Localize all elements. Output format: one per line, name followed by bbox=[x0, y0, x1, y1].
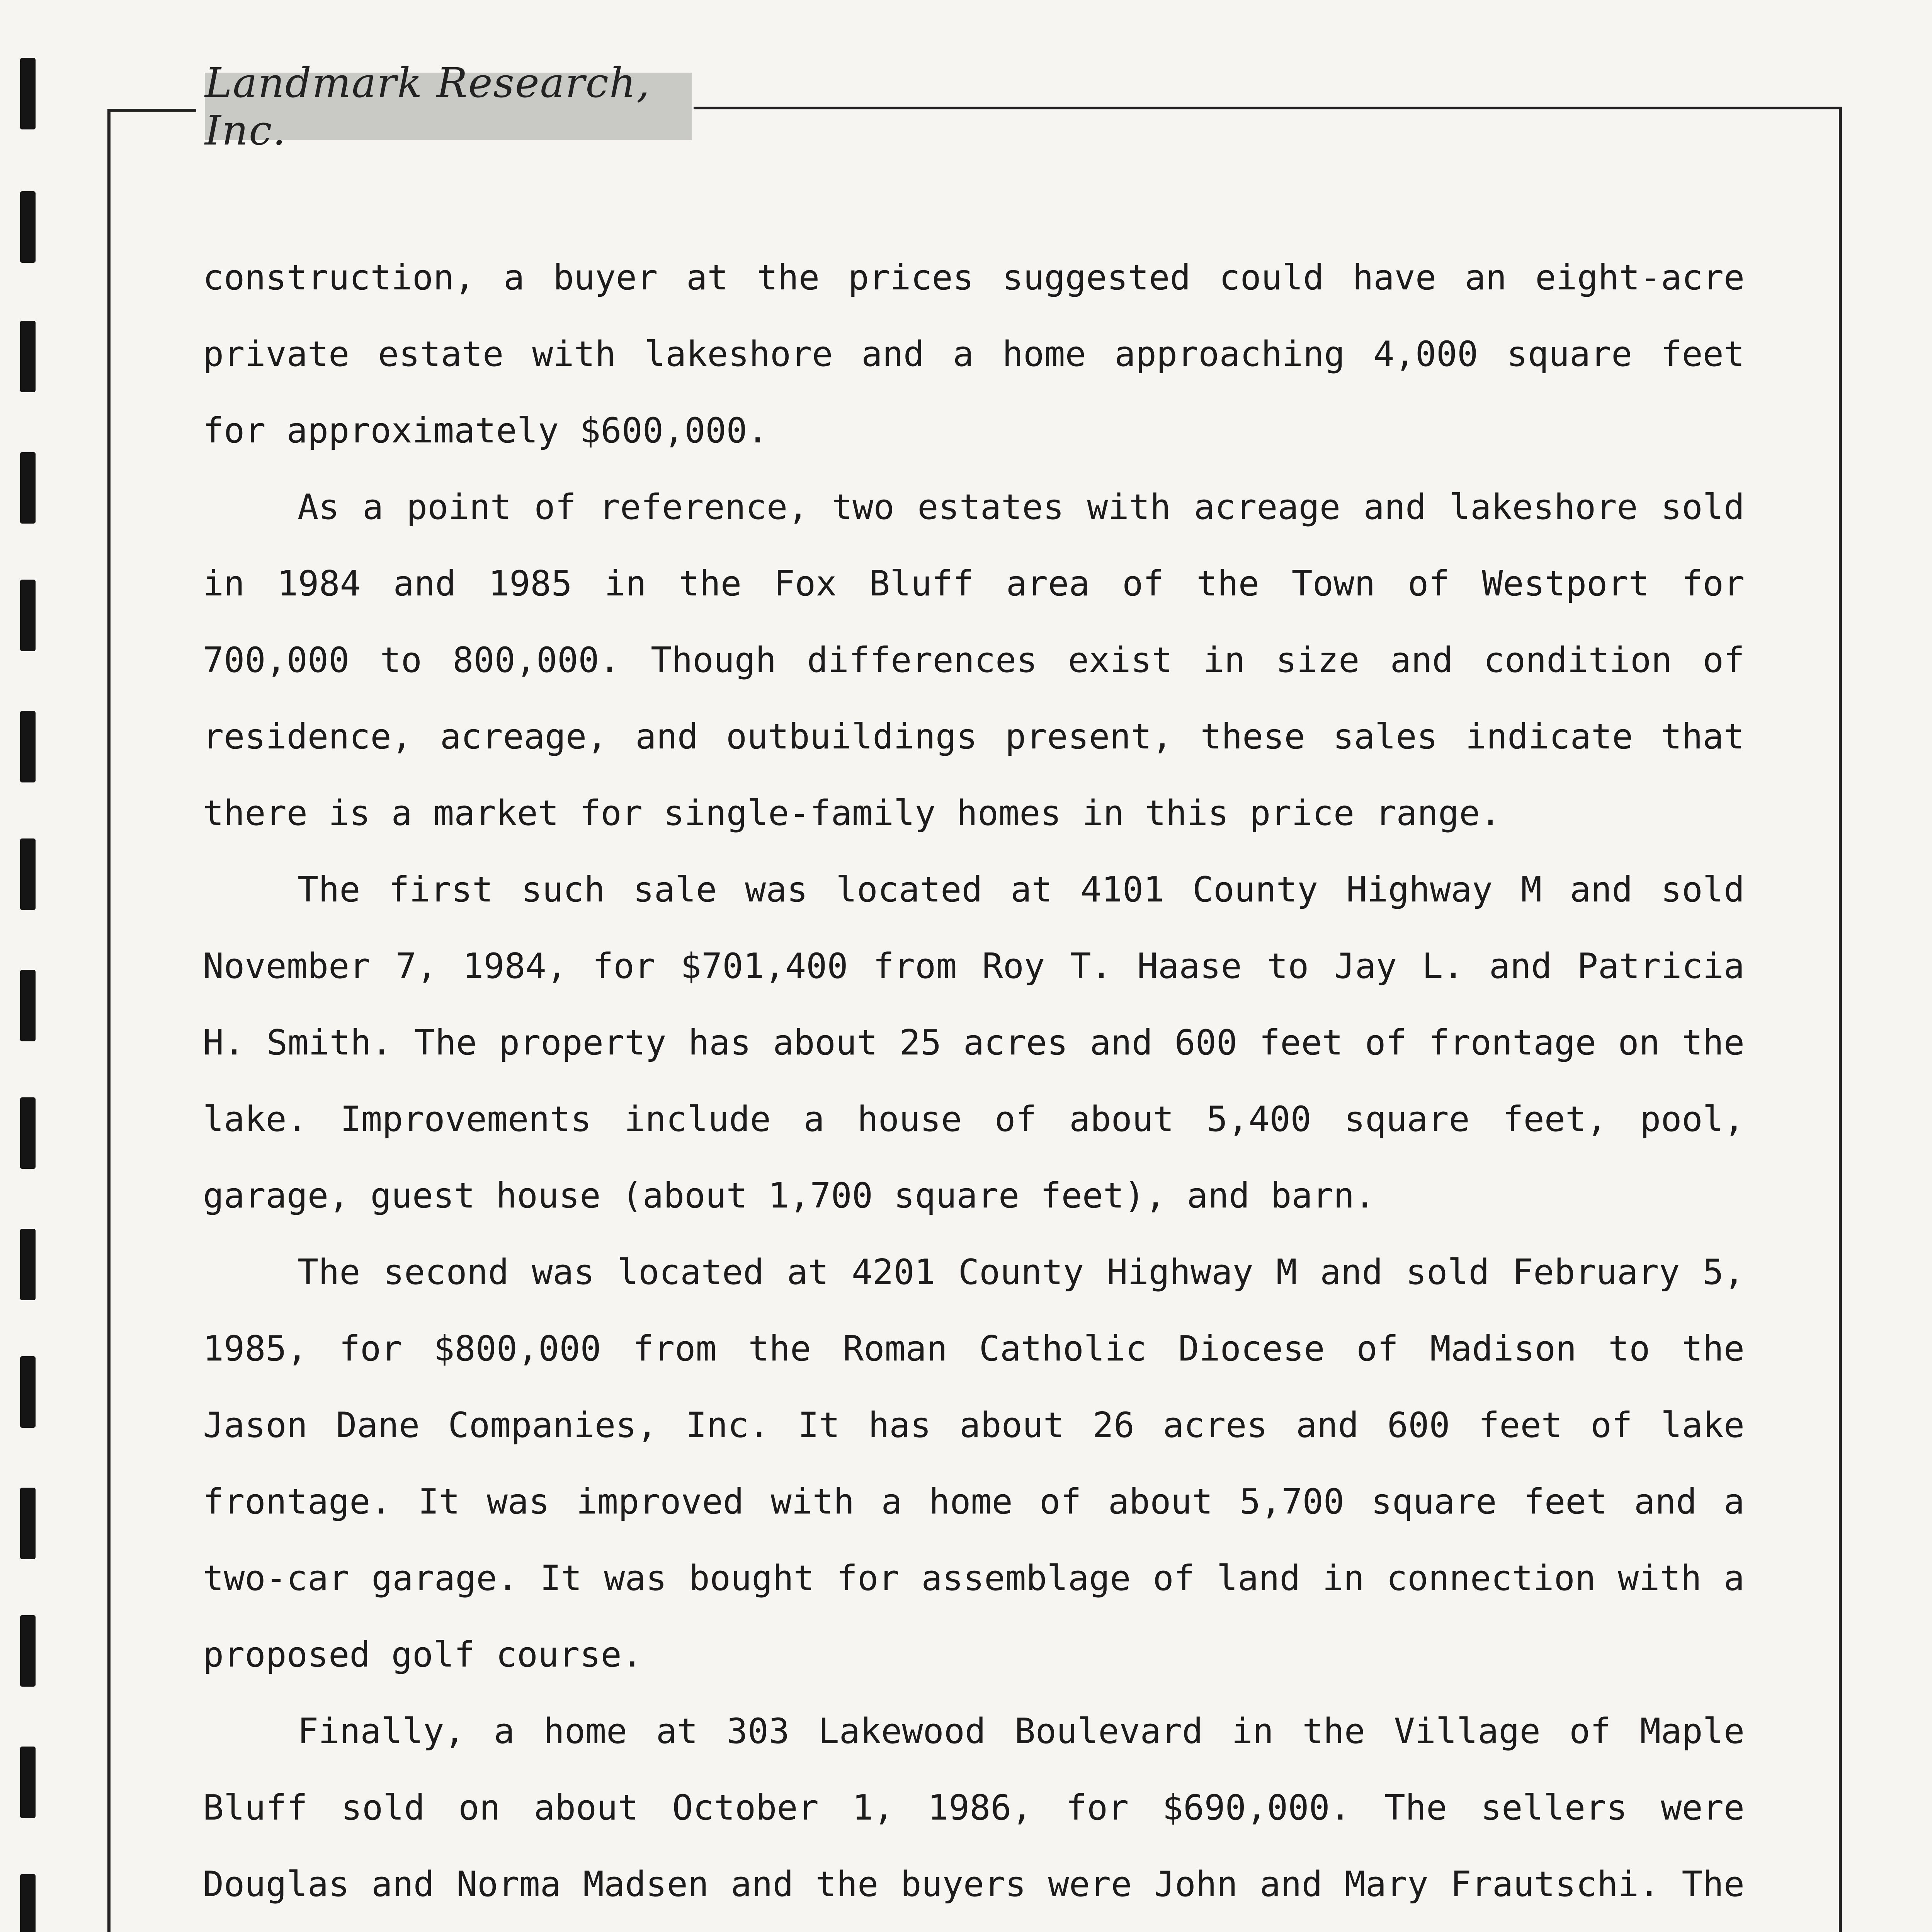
paragraph: The second was located at 4201 County Highway M and sold February 5, 1985, for $800,000 from the Roman Catholic Diocese of Madison to the Jason Dane Companies, Inc. It has about 26 acres and 600 feet of lake frontage. It was improved with a home of about 5,700 square feet and a two-car garage. It was bought for assemblage of land in connection with a proposed golf course. bbox=[203, 1252, 1745, 1675]
frame-line bbox=[107, 109, 111, 1932]
frame-line bbox=[694, 107, 1842, 109]
binder-hole bbox=[20, 580, 36, 651]
paragraph: The first such sale was located at 4101 County Highway M and sold November 7, 1984, for $701,400 from Roy T. Haase to Jay L. and Patricia H. Smith. The property has about 25 acres and 600 feet of frontage on the lake. Improvements include a house of about 5,400 square feet, pool, garage, guest house (about 1,700 square feet), and barn. bbox=[203, 869, 1745, 1216]
frame-line bbox=[107, 109, 196, 112]
binder-hole bbox=[20, 321, 36, 392]
binder-hole bbox=[20, 58, 36, 129]
binder-hole bbox=[20, 1356, 36, 1428]
binder-hole bbox=[20, 452, 36, 524]
paragraph: As a point of reference, two estates with acreage and lakeshore sold in 1984 and 1985 in the Fox Bluff area of the Town of Westport for 700,000 to 800,000. Though differences exist in size and condition of residence, acreage, and outbuildings present, these sales indicate that there is a market for single-family homes in this price range. bbox=[203, 487, 1745, 833]
logo-text: Landmark Research, Inc. bbox=[205, 59, 650, 154]
binder-hole bbox=[20, 191, 36, 263]
binder-hole bbox=[20, 711, 36, 782]
binder-hole bbox=[20, 1747, 36, 1818]
paragraph: construction, a buyer at the prices suggested could have an eight-acre private estate with lakeshore and a home approaching 4,000 square feet for approximately $600,000. bbox=[203, 257, 1745, 451]
binder-hole bbox=[20, 1615, 36, 1687]
binder-hole bbox=[20, 970, 36, 1041]
binder-hole bbox=[20, 1488, 36, 1559]
company-logo bbox=[205, 59, 692, 154]
binder-hole bbox=[20, 1229, 36, 1300]
binder-hole bbox=[20, 1874, 36, 1932]
frame-line bbox=[1839, 107, 1842, 1932]
binder-hole bbox=[20, 1097, 36, 1169]
paragraph: Finally, a home at 303 Lakewood Boulevard in the Village of Maple Bluff sold on about October 1, 1986, for $690,000. The sellers were Douglas and Norma Madsen and the buyers were John and Mary Frautschi. The bbox=[203, 1711, 1745, 1905]
body-text bbox=[203, 240, 1745, 1932]
binder-hole bbox=[20, 838, 36, 910]
